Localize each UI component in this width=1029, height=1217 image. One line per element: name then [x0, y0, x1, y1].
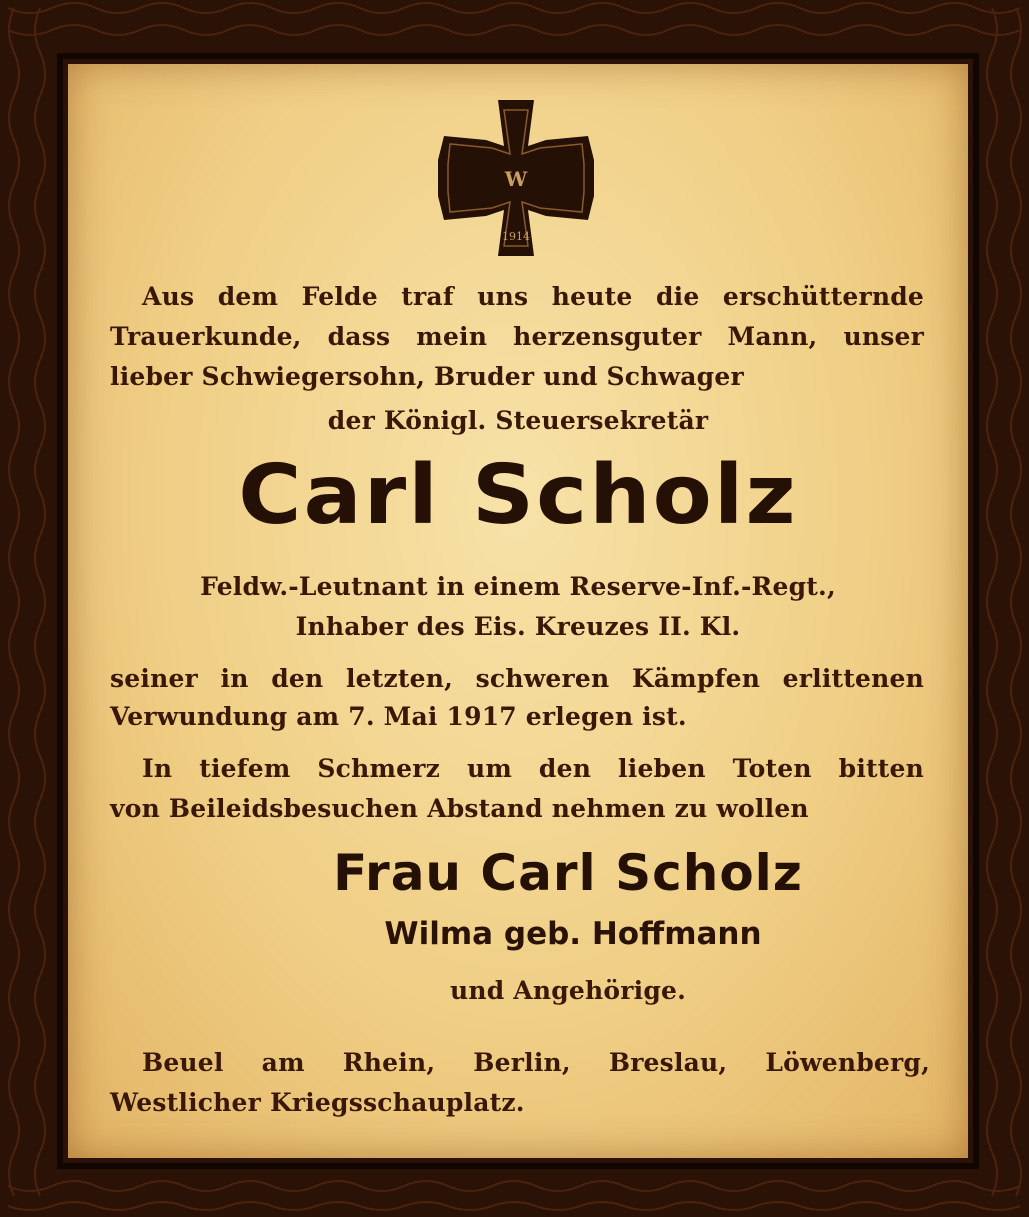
award-line: Inhaber des Eis. Kreuzes II. Kl. — [295, 612, 741, 641]
widow-name: Frau Carl Scholz — [333, 844, 803, 902]
rank-line: Feldw.-Leutnant in einem Reserve-Inf.-Regt., — [200, 572, 836, 601]
relatives-line: und Angehörige. — [449, 976, 687, 1005]
places-line-2: Westlicher Kriegsschauplatz. — [110, 1088, 525, 1117]
notice-paper — [68, 64, 968, 1158]
iron-cross-icon — [436, 98, 596, 258]
deceased-name: Carl Scholz — [238, 448, 798, 543]
widow-maiden-name: Wilma geb. Hoffmann — [384, 916, 762, 952]
intro-line-3: lieber Schwiegersohn, Bruder und Schwager — [110, 362, 744, 391]
places-line-1: Beuel am Rhein, Berlin, Breslau, Löwenberg, — [142, 1048, 930, 1077]
intro-line-1: Aus dem Felde traf uns heute die erschütternde — [142, 282, 924, 311]
bleed-through-text — [78, 124, 120, 265]
death-line-2: Verwundung am 7. Mai 1917 erlegen ist. — [110, 702, 687, 731]
cross-letter: W — [504, 167, 528, 191]
request-line-1: In tiefem Schmerz um den lieben Toten bitten — [142, 754, 924, 783]
cross-year: 1914 — [502, 230, 530, 243]
request-line-2: von Beileidsbesuchen Abstand nehmen zu wollen — [110, 794, 809, 823]
death-line-1: seiner in den letzten, schweren Kämpfen erlittenen — [110, 664, 924, 693]
intro-line-2: Trauerkunde, dass mein herzensguter Mann, unser — [110, 322, 924, 351]
title-line: der Königl. Steuersekretär — [327, 406, 709, 435]
